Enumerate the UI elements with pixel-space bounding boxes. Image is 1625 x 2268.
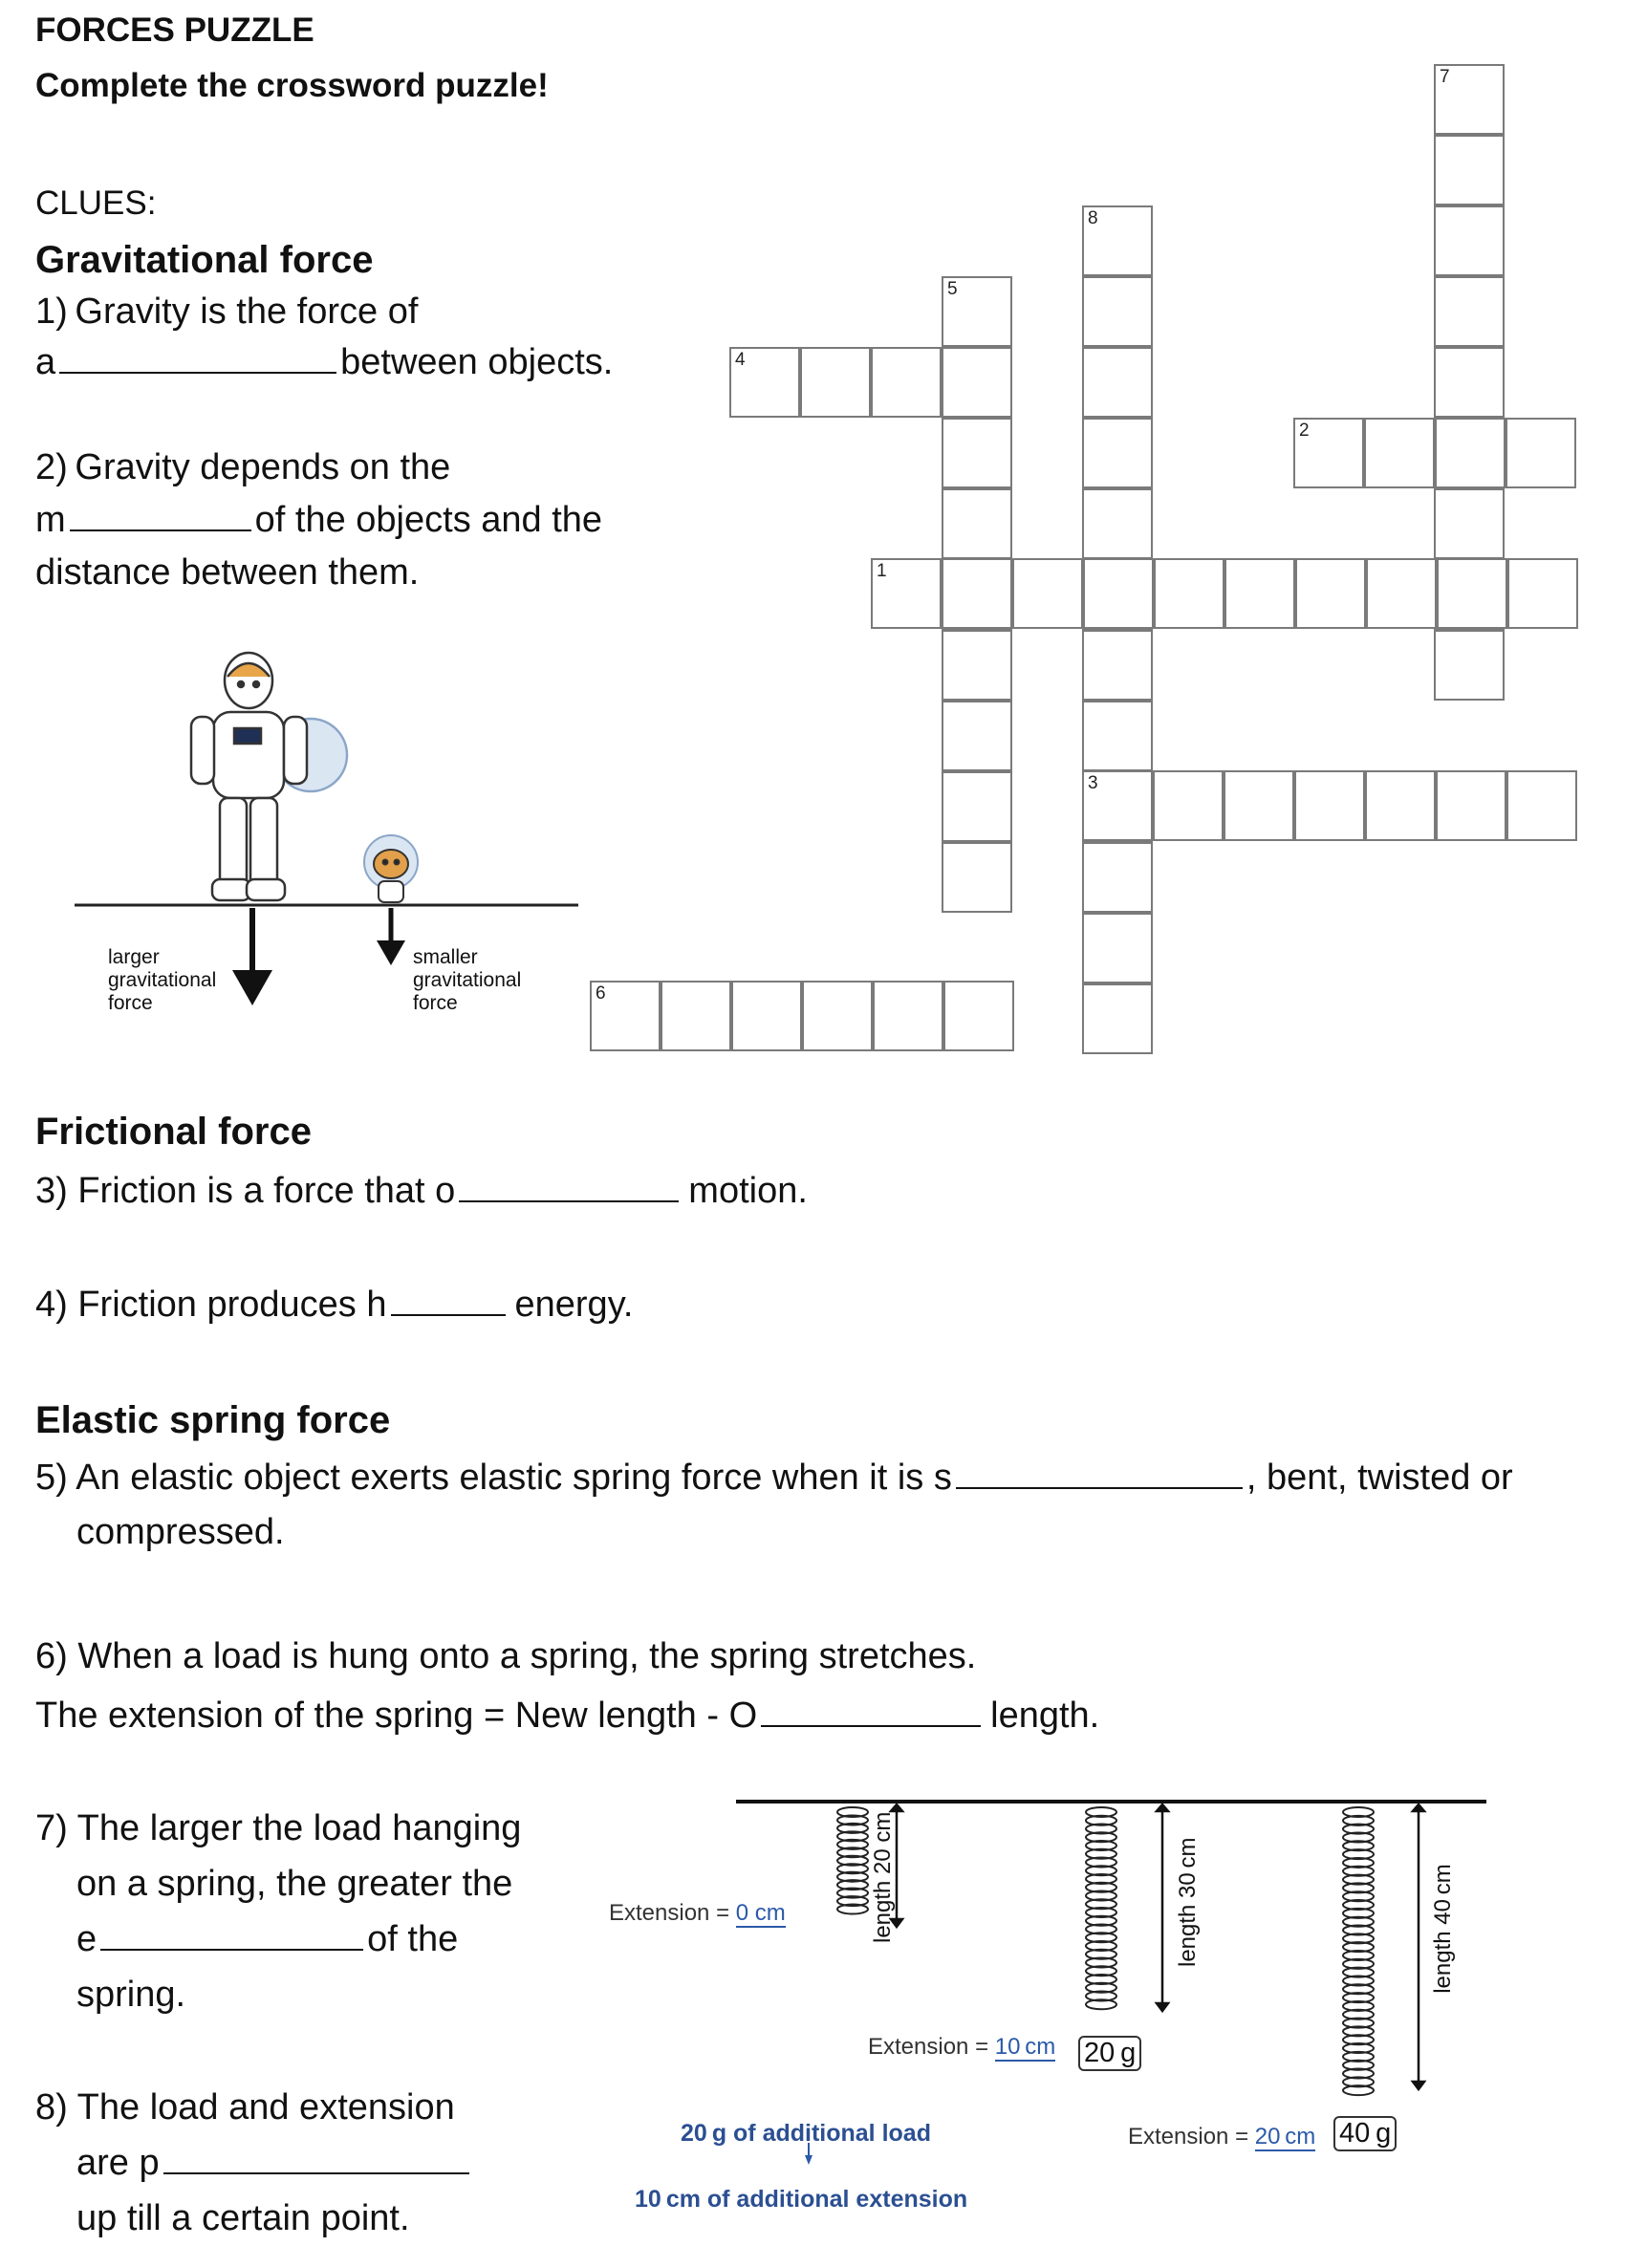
clue-6-suffix: length. <box>990 1696 1100 1736</box>
crossword-cell[interactable] <box>1083 558 1154 629</box>
clue-3-prefix: 3) Friction is a force that o <box>35 1171 456 1211</box>
extension-2-value: 10 cm <box>994 2034 1056 2060</box>
crossword-cell[interactable] <box>1437 558 1507 629</box>
crossword-cell[interactable] <box>1224 558 1295 629</box>
extension-1-label: Extension = 0 cm <box>609 1900 786 1926</box>
crossword-cell[interactable] <box>1434 64 1505 135</box>
crossword-cell[interactable] <box>1434 205 1505 276</box>
crossword-cell[interactable] <box>1293 418 1364 488</box>
crossword-clue-number: 1 <box>877 561 887 581</box>
additional-extension-label: 10 cm of additional extension <box>635 2186 968 2213</box>
clue-2-line2 <box>35 500 602 541</box>
crossword-cell[interactable] <box>1082 205 1153 276</box>
clue-2-blank[interactable] <box>70 529 251 531</box>
crossword-cell[interactable] <box>729 347 800 418</box>
crossword-cell[interactable] <box>1082 842 1153 913</box>
crossword-cell[interactable] <box>1364 418 1435 488</box>
clue-2-prefix: m <box>35 500 66 540</box>
crossword-cell[interactable] <box>942 771 1012 842</box>
crossword-cell[interactable] <box>1082 418 1153 488</box>
crossword-cell[interactable] <box>1434 276 1505 347</box>
crossword-cell[interactable] <box>1295 558 1366 629</box>
clue-5-prefix: 5) An elastic object exerts elastic spring force when it is s <box>35 1458 952 1498</box>
larger-force-arrow-icon <box>232 908 272 1005</box>
clue-6-line1: 6) When a load is hung onto a spring, the spring stretches. <box>35 1636 977 1676</box>
clue-1-blank[interactable] <box>59 371 336 374</box>
crossword-cell[interactable] <box>661 981 731 1051</box>
clue-7-line1: 7) The larger the load hanging <box>35 1808 522 1848</box>
crossword-cell[interactable] <box>1434 135 1505 205</box>
crossword-cell[interactable] <box>873 981 943 1051</box>
crossword-cell[interactable] <box>942 488 1012 559</box>
load-3-box: 40 g <box>1333 2116 1397 2151</box>
crossword-clue-number: 6 <box>596 983 606 1004</box>
crossword-cell[interactable] <box>590 981 661 1051</box>
clue-8-line2 <box>76 2143 473 2184</box>
clues-heading: CLUES: <box>35 184 157 222</box>
clue-4-prefix: 4) Friction produces h <box>35 1285 387 1325</box>
clue-1-prefix: a <box>35 342 56 382</box>
crossword-cell[interactable] <box>942 276 1012 347</box>
extension-2-label: Extension = 10 cm <box>868 2034 1056 2060</box>
section-frictional: Frictional force <box>35 1111 312 1153</box>
length-3-label: length 40 cm <box>1430 1864 1456 1994</box>
crossword-cell[interactable] <box>1154 558 1224 629</box>
crossword-cell[interactable] <box>1082 276 1153 347</box>
extension-1-value: 0 cm <box>735 1900 786 1926</box>
clue-2-suffix: of the objects and the <box>254 500 603 540</box>
spring-3-icon <box>1343 1807 1374 2095</box>
crossword-clue-number: 3 <box>1088 773 1098 793</box>
crossword-cell[interactable] <box>1365 770 1436 841</box>
clue-7-line4: spring. <box>76 1975 186 2015</box>
extension-3-label: Extension = 20 cm <box>1128 2124 1316 2149</box>
crossword-cell[interactable] <box>1506 770 1577 841</box>
page-title: FORCES PUZZLE <box>35 11 314 49</box>
crossword-cell[interactable] <box>871 347 942 418</box>
crossword-clue-number: 5 <box>947 279 958 299</box>
crossword-cell[interactable] <box>1435 418 1506 488</box>
crossword-cell[interactable] <box>1082 913 1153 983</box>
clue-5-line2: compressed. <box>76 1512 285 1552</box>
clue-7-line3 <box>76 1919 458 1960</box>
section-elastic: Elastic spring force <box>35 1399 391 1441</box>
clue-7-suffix: of the <box>367 1919 459 1959</box>
crossword-cell[interactable] <box>802 981 873 1051</box>
crossword-cell[interactable] <box>1082 630 1153 701</box>
crossword-cell[interactable] <box>942 630 1012 701</box>
astronaut-icon <box>191 653 347 900</box>
crossword-cell[interactable] <box>1507 558 1578 629</box>
additional-load-label: 20 g of additional load <box>681 2120 931 2147</box>
crossword-cell[interactable] <box>731 981 802 1051</box>
crossword-cell[interactable] <box>942 347 1012 418</box>
crossword-clue-number: 2 <box>1299 421 1310 441</box>
crossword-cell[interactable] <box>1224 770 1294 841</box>
crossword-cell[interactable] <box>1434 630 1505 701</box>
crossword-cell[interactable] <box>1012 558 1083 629</box>
clue-4 <box>35 1285 633 1326</box>
smaller-force-label: smaller gravitational force <box>413 946 522 1014</box>
smaller-force-arrow-icon <box>377 908 405 965</box>
clue-4-blank[interactable] <box>391 1313 506 1316</box>
clue-5-blank[interactable] <box>956 1486 1243 1489</box>
clue-4-suffix: energy. <box>514 1285 634 1325</box>
crossword-cell[interactable] <box>1294 770 1365 841</box>
crossword-cell[interactable] <box>1153 770 1224 841</box>
load-2-box: 20 g <box>1078 2036 1141 2071</box>
crossword-cell[interactable] <box>1082 488 1153 559</box>
clue-1-line1: 1) Gravity is the force of <box>35 292 419 332</box>
clue-8-blank[interactable] <box>163 2171 469 2174</box>
length-2-label: length 30 cm <box>1175 1837 1201 1967</box>
clue-8-prefix: are p <box>76 2143 160 2183</box>
clue-5 <box>35 1458 1513 1499</box>
clue-3-suffix: motion. <box>688 1171 808 1211</box>
length-1-label: length 20 cm <box>870 1811 896 1943</box>
crossword-cell[interactable] <box>1082 347 1153 418</box>
clue-1-line2 <box>35 342 613 383</box>
clue-2-line1: 2) Gravity depends on the <box>35 447 451 487</box>
dog-icon <box>364 835 418 902</box>
crossword-cell[interactable] <box>1506 418 1576 488</box>
crossword-cell[interactable] <box>1434 488 1505 559</box>
clue-7-line2: on a spring, the greater the <box>76 1864 513 1904</box>
crossword-cell[interactable] <box>943 981 1014 1051</box>
crossword-cell[interactable] <box>942 558 1012 629</box>
crossword-cell[interactable] <box>1366 558 1437 629</box>
clue-6-blank[interactable] <box>761 1724 981 1727</box>
crossword-clue-number: 7 <box>1440 67 1450 87</box>
crossword-cell[interactable] <box>1434 347 1505 418</box>
crossword-cell[interactable] <box>942 701 1012 771</box>
clue-6-prefix: The extension of the spring = New length - O <box>35 1696 758 1736</box>
clue-7-prefix: e <box>76 1919 98 1959</box>
crossword-cell[interactable] <box>942 842 1012 913</box>
crossword-cell[interactable] <box>1082 701 1153 771</box>
clue-8-line3: up till a certain point. <box>76 2198 410 2238</box>
clue-1-suffix: between objects. <box>340 342 614 382</box>
clue-8-line1: 8) The load and extension <box>35 2087 455 2128</box>
crossword-cell[interactable] <box>871 558 942 629</box>
crossword-cell[interactable] <box>1436 770 1506 841</box>
spring-figure <box>593 1778 1549 2179</box>
crossword-cell[interactable] <box>942 418 1012 488</box>
larger-force-label: larger gravitational force <box>108 946 217 1014</box>
spring-1-icon <box>837 1807 868 1914</box>
page-subtitle: Complete the crossword puzzle! <box>35 67 549 104</box>
clue-7-blank[interactable] <box>100 1948 363 1951</box>
crossword-cell[interactable] <box>1082 770 1153 841</box>
clue-6-line2 <box>35 1696 1099 1737</box>
section-gravitational: Gravitational force <box>35 239 374 281</box>
clue-2-line3: distance between them. <box>35 552 420 593</box>
crossword-clue-number: 4 <box>735 350 746 370</box>
crossword-clue-number: 8 <box>1088 208 1098 228</box>
crossword-cell[interactable] <box>800 347 871 418</box>
clue-5-suffix: , bent, twisted or <box>1246 1458 1513 1498</box>
clue-3-blank[interactable] <box>459 1199 679 1202</box>
extension-3-value: 20 cm <box>1254 2124 1316 2149</box>
spring-2-icon <box>1086 1807 1116 2009</box>
clue-3 <box>35 1171 808 1212</box>
crossword-cell[interactable] <box>1082 983 1153 1054</box>
